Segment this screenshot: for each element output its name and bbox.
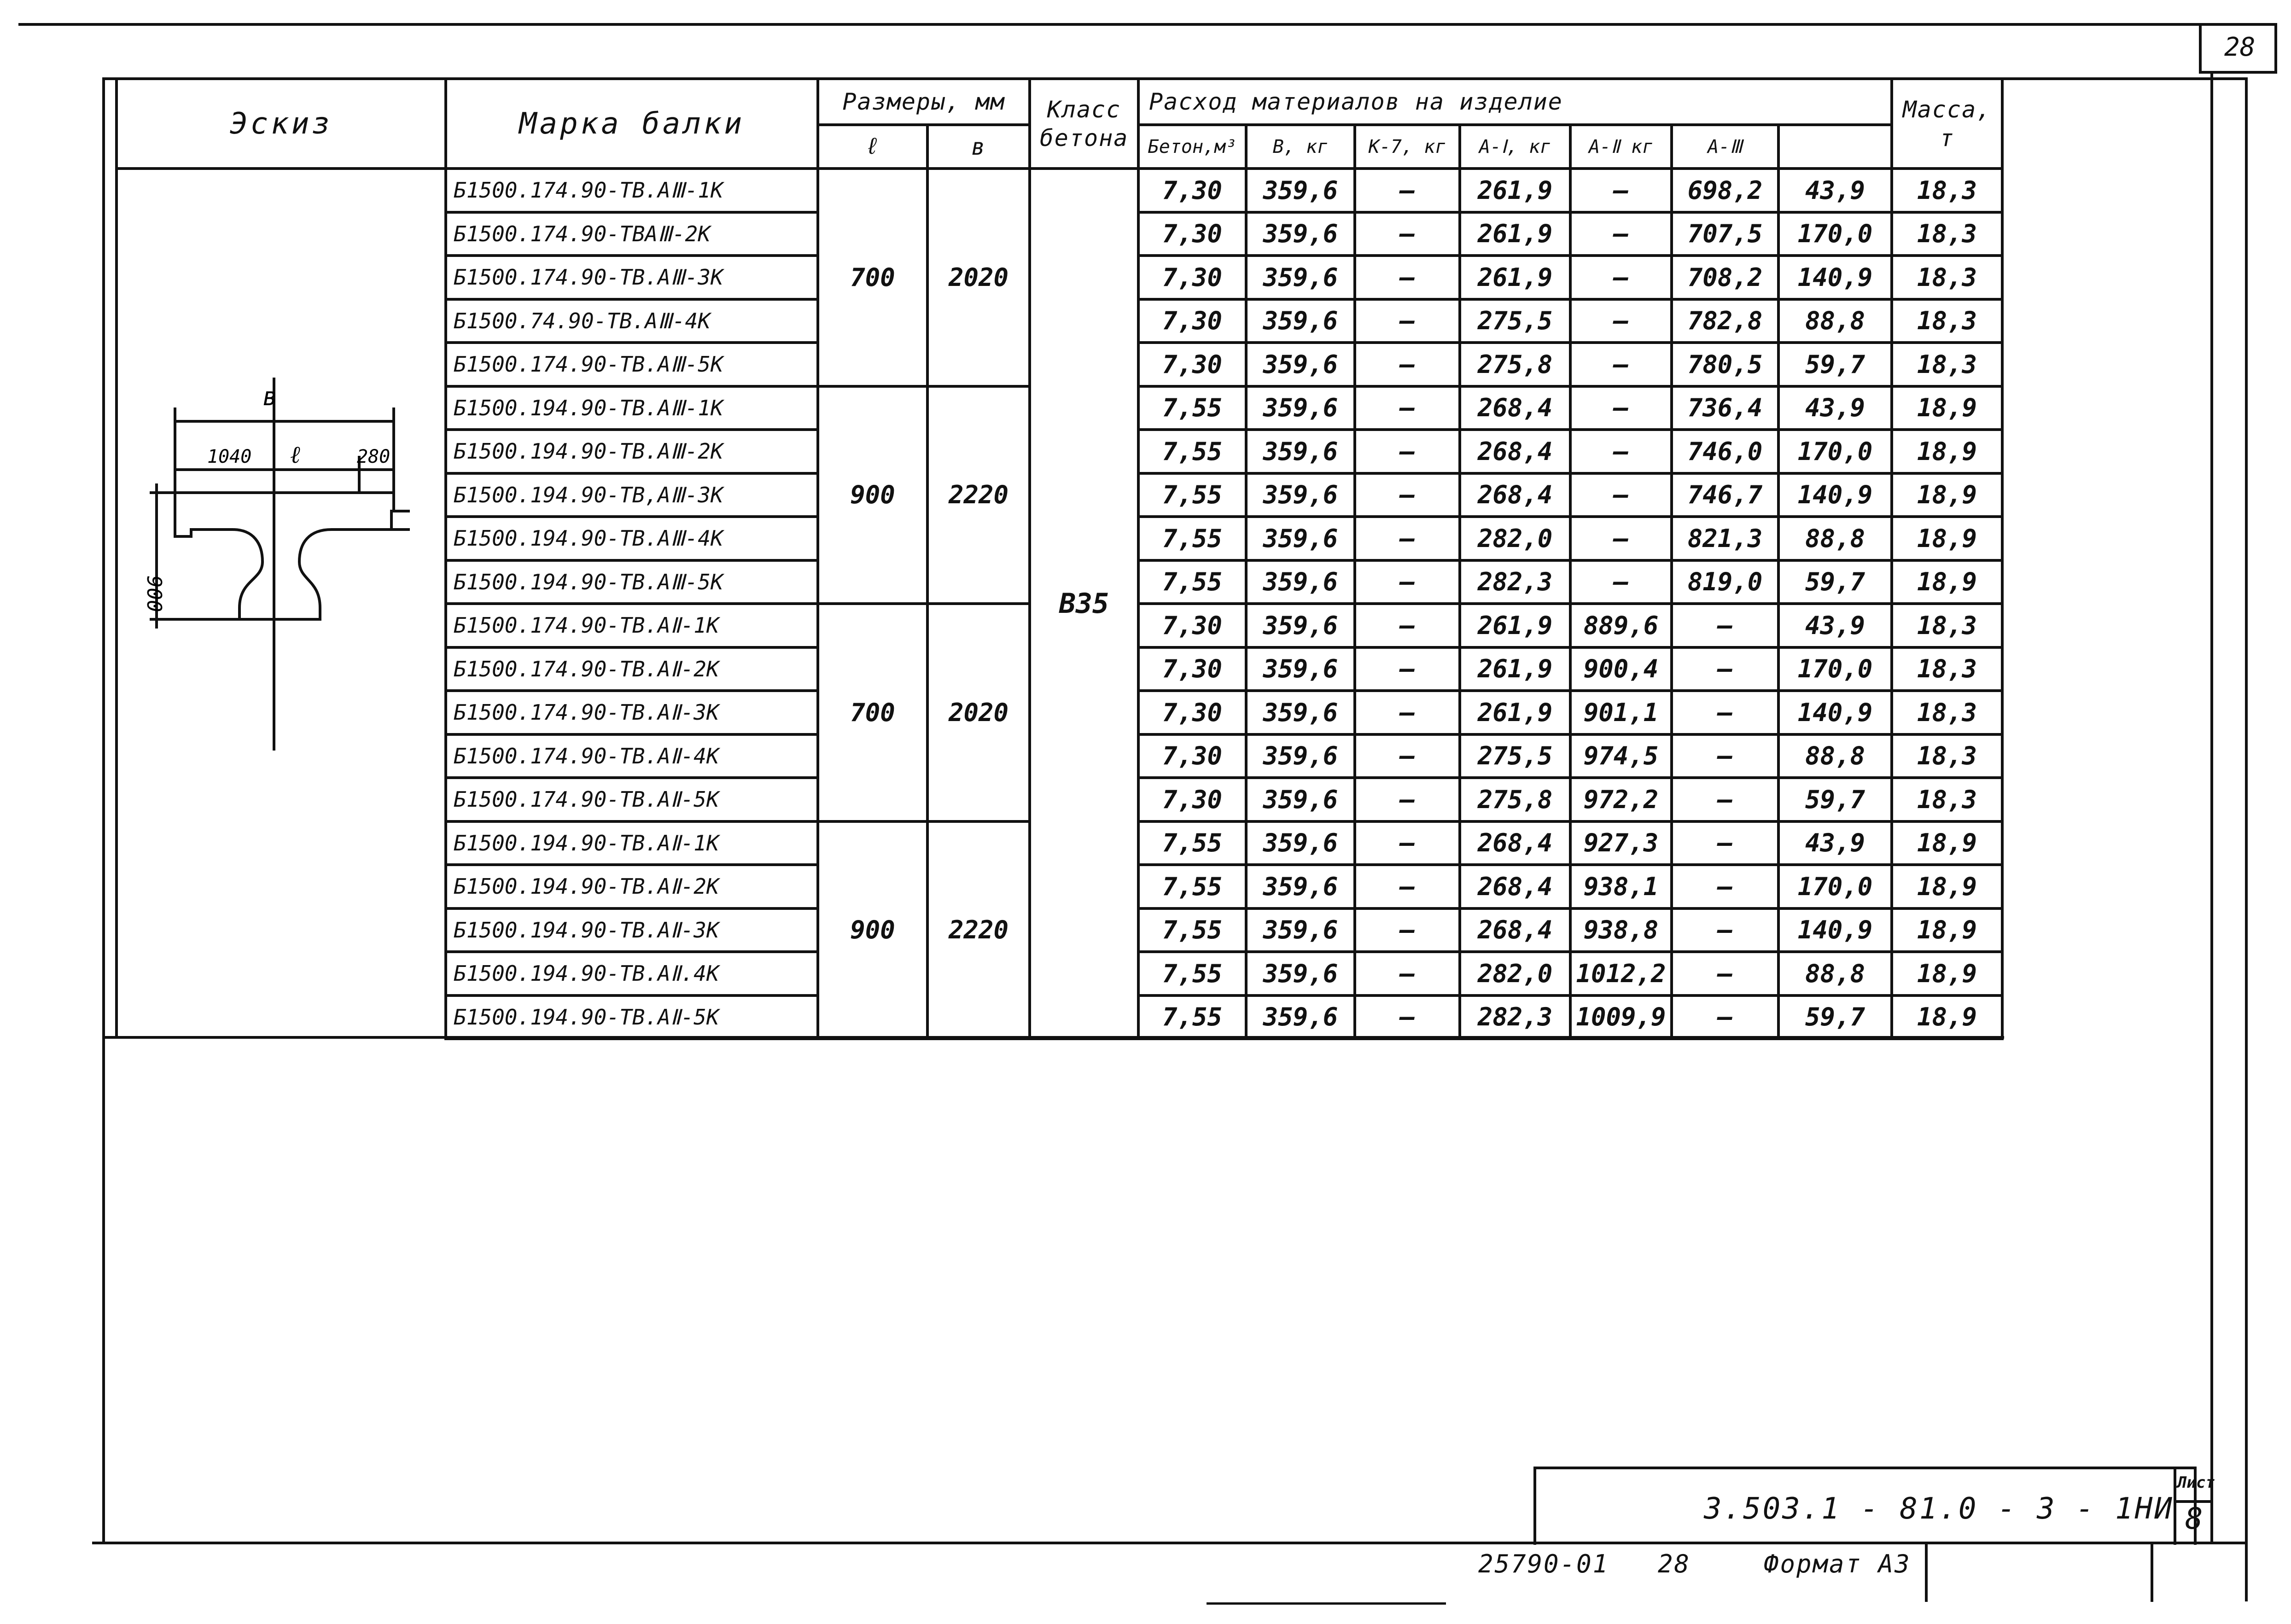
extra-cell: 43,9 [1778,604,1892,647]
k7-cell: — [1355,517,1460,560]
a2-cell: 938,8 [1570,908,1672,952]
sketch-dim-900: 900 [142,576,166,612]
frame-right [2245,77,2248,1601]
beam-mark-cell: Б1500.174.90-ТВ.АⅡ-1К [446,604,818,647]
sketch-beam-outline [175,493,394,619]
a3-cell: — [1672,604,1778,647]
beam-mark-cell: Б1500.174.90-ТВ.АⅡ-2К [446,647,818,691]
dim-l-cell: 700 [818,604,927,821]
mass-cell: 18,3 [1892,212,2002,256]
footer-inventory: 25790-01 [1478,1549,1609,1578]
a3-cell: 821,3 [1672,517,1778,560]
header-concrete: Бетон,м³ [1138,125,1246,169]
a2-cell: 972,2 [1570,778,1672,821]
header-dimensions: Размеры, мм [818,79,1030,125]
sketch-dim-280: 280 [357,446,391,467]
mass-cell: 18,3 [1892,778,2002,821]
a1-cell: 268,4 [1460,821,1570,865]
a3-cell: — [1672,734,1778,778]
a2-cell: — [1570,386,1672,430]
a3-cell: — [1672,821,1778,865]
concrete-cell: 7,55 [1138,821,1246,865]
extra-cell: 59,7 [1778,995,1892,1039]
mass-cell: 18,3 [1892,343,2002,386]
v-cell: 359,6 [1246,865,1355,908]
v-cell: 359,6 [1246,821,1355,865]
header-a2-kg: А-Ⅱ кг [1570,125,1672,169]
beam-mark-cell: Б1500.194.90-ТВ.АⅢ-5К [446,560,818,604]
mass-cell: 18,9 [1892,952,2002,995]
page-number: 28 [2224,32,2256,62]
a3-cell: — [1672,952,1778,995]
header-mark: Марка балки [446,79,818,169]
a3-cell: 782,8 [1672,299,1778,343]
k7-cell: — [1355,691,1460,734]
a3-cell: 698,2 [1672,169,1778,212]
mass-cell: 18,9 [1892,473,2002,517]
a3-cell: — [1672,778,1778,821]
a3-cell: 708,2 [1672,256,1778,299]
a1-cell: 275,8 [1460,778,1570,821]
a1-cell: 282,0 [1460,517,1570,560]
a1-cell: 268,4 [1460,386,1570,430]
header-sketch: Эскиз [117,79,446,169]
beam-mark-cell: Б1500.194.90-ТВ.АⅡ.4К [446,952,818,995]
mass-cell: 18,3 [1892,169,2002,212]
v-cell: 359,6 [1246,604,1355,647]
extra-cell: 43,9 [1778,169,1892,212]
a3-cell: 819,0 [1672,560,1778,604]
a3-cell: 707,5 [1672,212,1778,256]
concrete-cell: 7,30 [1138,212,1246,256]
k7-cell: — [1355,647,1460,691]
footer-page: 28 [1658,1549,1691,1578]
v-cell: 359,6 [1246,995,1355,1039]
extra-cell: 88,8 [1778,952,1892,995]
beam-cross-section-sketch [115,378,437,755]
header-dim-l: ℓ [818,125,927,169]
header-v-kg: В, кг [1246,125,1355,169]
k7-cell: — [1355,386,1460,430]
beam-mark-cell: Б1500.194.90-ТВ.АⅡ-5К [446,995,818,1039]
mass-cell: 18,3 [1892,647,2002,691]
concrete-cell: 7,30 [1138,734,1246,778]
a2-cell: 1009,9 [1570,995,1672,1039]
a3-cell: 736,4 [1672,386,1778,430]
a1-cell: 261,9 [1460,647,1570,691]
k7-cell: — [1355,256,1460,299]
beam-mark-cell: Б1500.174.90-ТВАⅢ-2К [446,212,818,256]
dim-l-cell: 900 [818,821,927,1039]
mass-cell: 18,3 [1892,604,2002,647]
extra-cell: 170,0 [1778,865,1892,908]
v-cell: 359,6 [1246,517,1355,560]
v-cell: 359,6 [1246,952,1355,995]
concrete-cell: 7,55 [1138,386,1246,430]
concrete-cell: 7,30 [1138,256,1246,299]
a2-cell: 901,1 [1570,691,1672,734]
beam-mark-cell: Б1500.194.90-ТВ.АⅡ-3К [446,908,818,952]
dim-l-cell: 900 [818,386,927,604]
extra-cell: 140,9 [1778,691,1892,734]
v-cell: 359,6 [1246,647,1355,691]
k7-cell: — [1355,430,1460,473]
a1-cell: 268,4 [1460,865,1570,908]
doc-code: 3.503.1 - 81.0 - 3 - 1НИ [1704,1492,2174,1526]
sketch-dim-1040: 1040 [207,446,252,467]
concrete-cell: 7,30 [1138,691,1246,734]
k7-cell: — [1355,821,1460,865]
v-cell: 359,6 [1246,691,1355,734]
concrete-class-cell: В35 [1030,169,1138,1039]
extra-cell: 88,8 [1778,734,1892,778]
k7-cell: — [1355,604,1460,647]
a1-cell: 275,8 [1460,343,1570,386]
mass-cell: 18,9 [1892,908,2002,952]
a2-cell: — [1570,169,1672,212]
k7-cell: — [1355,169,1460,212]
beam-mark-cell: Б1500.194.90-ТВ,АⅢ-3К [446,473,818,517]
a2-cell: 938,1 [1570,865,1672,908]
dim-b-cell: 2020 [927,169,1030,386]
mass-cell: 18,3 [1892,299,2002,343]
concrete-cell: 7,55 [1138,995,1246,1039]
a2-cell: — [1570,212,1672,256]
v-cell: 359,6 [1246,908,1355,952]
footer-bottom-line [1207,1602,1446,1605]
v-cell: 359,6 [1246,212,1355,256]
beam-mark-cell: Б1500.194.90-ТВ.АⅢ-1К [446,386,818,430]
beam-mark-cell: Б1500.174.90-ТВ.АⅡ-5К [446,778,818,821]
a2-cell: 889,6 [1570,604,1672,647]
header-concrete-class: Класс бетона [1030,79,1138,169]
v-cell: 359,6 [1246,560,1355,604]
mass-cell: 18,9 [1892,995,2002,1039]
mass-cell: 18,3 [1892,691,2002,734]
v-cell: 359,6 [1246,473,1355,517]
dim-b-cell: 2220 [927,821,1030,1039]
a3-cell: — [1672,647,1778,691]
concrete-cell: 7,55 [1138,560,1246,604]
extra-cell: 43,9 [1778,821,1892,865]
a3-cell: — [1672,691,1778,734]
a1-cell: 261,9 [1460,212,1570,256]
sheet-number: 8 [2185,1502,2203,1536]
concrete-cell: 7,30 [1138,647,1246,691]
a3-cell: 780,5 [1672,343,1778,386]
header-k7-kg: К-7, кг [1355,125,1460,169]
a2-cell: 974,5 [1570,734,1672,778]
mass-cell: 18,9 [1892,865,2002,908]
dim-b-cell: 2220 [927,386,1030,604]
a3-cell: — [1672,865,1778,908]
frame-right-inner [2210,74,2213,1542]
a2-cell: — [1570,517,1672,560]
sketch-label-b: в [262,382,278,411]
k7-cell: — [1355,473,1460,517]
a1-cell: 261,9 [1460,604,1570,647]
footer-divider-1 [1925,1544,1928,1602]
k7-cell: — [1355,734,1460,778]
a2-cell: — [1570,256,1672,299]
extra-cell: 59,7 [1778,778,1892,821]
a2-cell: 927,3 [1570,821,1672,865]
mass-cell: 18,9 [1892,821,2002,865]
a2-cell: — [1570,343,1672,386]
a2-cell: — [1570,430,1672,473]
beam-mark-cell: Б1500.194.90-ТВ.АⅡ-1К [446,821,818,865]
dim-l-cell: 700 [818,169,927,386]
concrete-cell: 7,55 [1138,908,1246,952]
extra-cell: 59,7 [1778,343,1892,386]
concrete-cell: 7,55 [1138,517,1246,560]
v-cell: 359,6 [1246,386,1355,430]
extra-cell: 170,0 [1778,430,1892,473]
dim-b-cell: 2020 [927,604,1030,821]
v-cell: 359,6 [1246,778,1355,821]
header-a1-kg: А-Ⅰ, кг [1460,125,1570,169]
mass-cell: 18,9 [1892,430,2002,473]
table-row [117,169,2002,212]
frame-left [102,77,105,1542]
sketch-label-l: ℓ [290,441,300,469]
extra-cell: 140,9 [1778,908,1892,952]
a1-cell: 282,3 [1460,995,1570,1039]
a2-cell: — [1570,473,1672,517]
a1-cell: 268,4 [1460,430,1570,473]
a2-cell: 900,4 [1570,647,1672,691]
header-materials: Расход материалов на изделие [1138,79,1892,125]
a1-cell: 282,3 [1460,560,1570,604]
k7-cell: — [1355,952,1460,995]
extra-cell: 170,0 [1778,212,1892,256]
beam-mark-cell: Б1500.174.90-ТВ.АⅢ-3К [446,256,818,299]
k7-cell: — [1355,995,1460,1039]
extra-cell: 59,7 [1778,560,1892,604]
concrete-cell: 7,30 [1138,343,1246,386]
a2-cell: — [1570,299,1672,343]
beam-mark-cell: Б1500.174.90-ТВ.АⅢ-1К [446,169,818,212]
v-cell: 359,6 [1246,169,1355,212]
mass-cell: 18,3 [1892,256,2002,299]
concrete-cell: 7,30 [1138,604,1246,647]
a2-cell: — [1570,560,1672,604]
extra-cell: 140,9 [1778,473,1892,517]
mass-cell: 18,9 [1892,560,2002,604]
beam-mark-cell: Б1500.194.90-ТВ.АⅢ-4К [446,517,818,560]
concrete-cell: 7,30 [1138,169,1246,212]
concrete-cell: 7,55 [1138,430,1246,473]
a3-cell: — [1672,908,1778,952]
k7-cell: — [1355,865,1460,908]
sheet-label: Лист [2177,1473,2215,1492]
beam-mark-cell: Б1500.174.90-ТВ.АⅢ-5К [446,343,818,386]
concrete-cell: 7,55 [1138,473,1246,517]
beam-mark-cell: Б1500.74.90-ТВ.АⅢ-4К [446,299,818,343]
a1-cell: 261,9 [1460,169,1570,212]
a1-cell: 261,9 [1460,691,1570,734]
k7-cell: — [1355,778,1460,821]
a1-cell: 275,5 [1460,734,1570,778]
k7-cell: — [1355,908,1460,952]
concrete-cell: 7,55 [1138,952,1246,995]
k7-cell: — [1355,212,1460,256]
k7-cell: — [1355,560,1460,604]
k7-cell: — [1355,343,1460,386]
mass-cell: 18,9 [1892,386,2002,430]
beam-mark-cell: Б1500.174.90-ТВ.АⅡ-4К [446,734,818,778]
extra-cell: 140,9 [1778,256,1892,299]
header-extra [1778,125,1892,169]
header-a3: А-Ⅲ [1672,125,1778,169]
mass-cell: 18,3 [1892,734,2002,778]
header-mass: Масса, т [1892,79,2002,169]
a1-cell: 261,9 [1460,256,1570,299]
mass-cell: 18,9 [1892,517,2002,560]
v-cell: 359,6 [1246,299,1355,343]
extra-cell: 170,0 [1778,647,1892,691]
header-dim-b: в [927,125,1030,169]
a3-cell: 746,0 [1672,430,1778,473]
a1-cell: 282,0 [1460,952,1570,995]
concrete-cell: 7,30 [1138,778,1246,821]
concrete-cell: 7,30 [1138,299,1246,343]
beam-mark-cell: Б1500.194.90-ТВ.АⅡ-2К [446,865,818,908]
v-cell: 359,6 [1246,430,1355,473]
a1-cell: 268,4 [1460,473,1570,517]
concrete-cell: 7,55 [1138,865,1246,908]
beam-mark-cell: Б1500.194.90-ТВ.АⅢ-2К [446,430,818,473]
v-cell: 359,6 [1246,343,1355,386]
beam-mark-cell: Б1500.174.90-ТВ.АⅡ-3К [446,691,818,734]
a2-cell: 1012,2 [1570,952,1672,995]
top-border-line [18,23,2199,26]
a1-cell: 268,4 [1460,908,1570,952]
k7-cell: — [1355,299,1460,343]
extra-cell: 43,9 [1778,386,1892,430]
a3-cell: — [1672,995,1778,1039]
extra-cell: 88,8 [1778,517,1892,560]
a1-cell: 275,5 [1460,299,1570,343]
v-cell: 359,6 [1246,256,1355,299]
a3-cell: 746,7 [1672,473,1778,517]
v-cell: 359,6 [1246,734,1355,778]
extra-cell: 88,8 [1778,299,1892,343]
footer-format: Формат А3 [1764,1549,1911,1578]
footer-divider-2 [2151,1544,2153,1602]
